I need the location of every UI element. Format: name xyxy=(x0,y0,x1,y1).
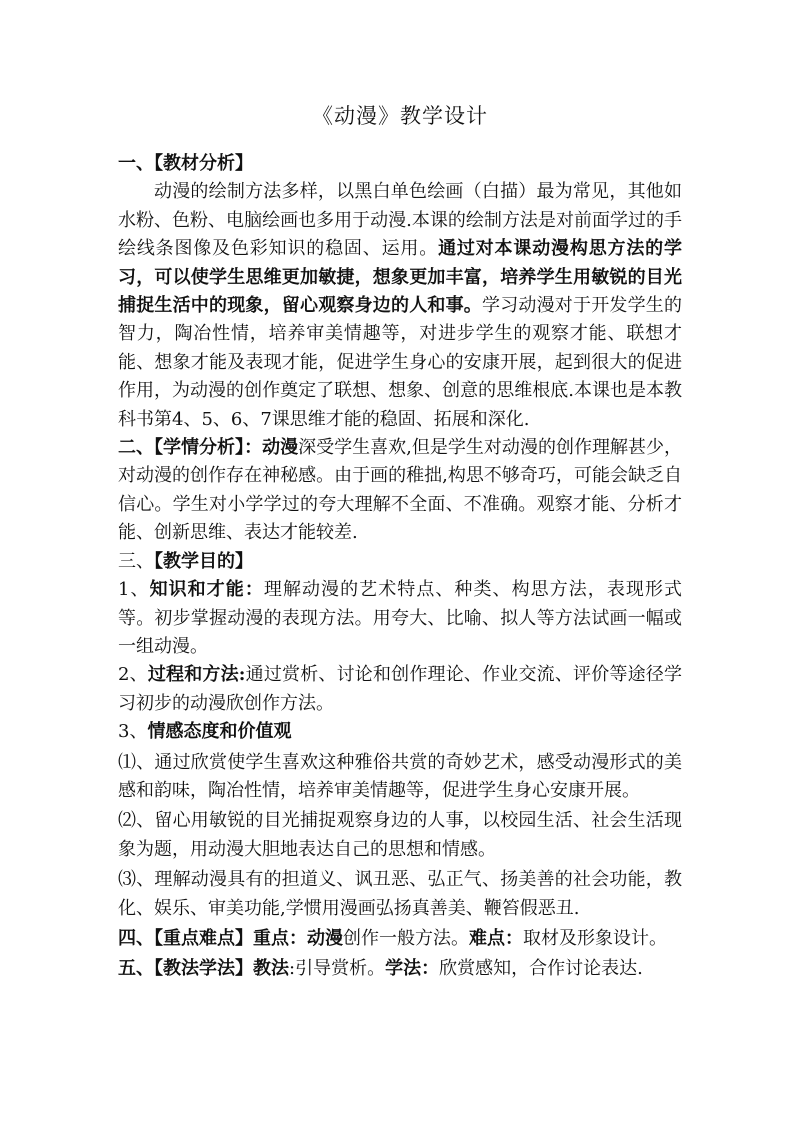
goal-item-process xyxy=(118,661,682,718)
difficult-text: 取材及形象设计。 xyxy=(523,927,667,949)
learning-method-label: 学法： xyxy=(385,958,440,980)
heading-bold: 【教学目的】 xyxy=(154,550,253,572)
goal-number: 3、 xyxy=(118,721,148,743)
section-textbook-analysis-paragraph xyxy=(118,178,682,434)
goal-label: 过程和方法: xyxy=(147,664,246,686)
goal-number: 1、 xyxy=(118,579,150,601)
goal-text: 理解动漫的艺术特点、种类、构思方法，表现形式等。初步掌握动漫的表现方法。用夸大、比喻、拟人等方法试画一幅或一组动漫。 xyxy=(118,579,683,657)
section-learner-analysis xyxy=(118,434,682,548)
goal-label: 情感态度和价值观 xyxy=(147,721,292,743)
teaching-method-label: 教法 xyxy=(253,958,289,980)
goal-subitem-2: ⑵、留心用敏锐的目光捕捉观察身边的人事，以校园生活、社会生活现象为题，用动漫大胆地表达自己的思想和情感。 xyxy=(118,810,682,860)
key-text: 创作一般方法。 xyxy=(343,927,469,949)
section-methods-heading: 五、【教法学法】 xyxy=(118,958,253,980)
section-methods xyxy=(118,955,682,983)
heading-prefix: 三、 xyxy=(118,550,154,572)
goal-item-knowledge xyxy=(118,576,682,661)
teaching-method-text: :引导赏析。 xyxy=(289,958,386,980)
paragraph-text: 动漫的绘制方法多样，以黑白单色绘画（白描）最为常见，其他如水粉、色粉、电脑绘画也多用于动漫.本课的绘制方法是对前面学过的手绘线条图像及色彩知识的稳固、运用。 xyxy=(118,181,682,260)
key-bold: 动漫 xyxy=(307,927,343,949)
goal-text: 通过赏析、讨论和创作理论、作业交流、评价等途径学习初步的动漫欣创作方法。 xyxy=(118,664,683,714)
key-label: 重点： xyxy=(253,927,307,949)
bold-keyword: 动漫 xyxy=(262,437,299,459)
goal-item-emotion xyxy=(118,718,682,746)
difficult-label: 难点： xyxy=(469,927,523,949)
section-key-difficult-points xyxy=(118,925,682,953)
section-learner-analysis-heading: 二、【学情分析】： xyxy=(118,437,263,459)
section-learner-analysis-text: 深受学生喜欢,但是学生对动漫的创作理解甚少，对动漫的创作存在神秘感。由于画的稚拙,构思不够奇巧，可能会缺乏自信心。学生对小学学过的夸大理解不全面、不准确。观察才能、分析才能、创新思维、表达才能较差. xyxy=(118,437,683,544)
goal-number: 2、 xyxy=(118,664,148,686)
goal-label: 知识和才能： xyxy=(149,579,264,601)
section-key-heading: 四、【重点难点】 xyxy=(118,927,253,949)
goal-subitem-3: ⑶、理解动漫具有的担道义、讽丑恶、弘正气、扬美善的社会功能，教化、娱乐、审美功能,学惯用漫画弘扬真善美、鞭笞假恶丑. xyxy=(118,869,682,919)
section-textbook-analysis-heading: 一、【教材分析】 xyxy=(118,153,253,174)
learning-method-text: 欣赏感知，合作讨论表达. xyxy=(439,958,643,980)
document-title: 《动漫》教学设计 xyxy=(312,104,488,128)
document-body xyxy=(118,150,682,984)
paragraph-text-end: 学习动漫对于开发学生的智力，陶冶性情，培养审美情趣等，对进步学生的观察才能、联想才能、想象才能及表现才能，促进学生身心的安康开展，起到很大的促进作用，为动漫的创作奠定了联想、想象、创意的思维根底.本课也是本教科书第4、5、6、7课思维才能的稳固、拓展和深化. xyxy=(118,295,682,430)
paragraph-bold-text: 通过对本课动漫构思方法的学习，可以使学生思维更加敏捷，想象更加丰富，培养学生用敏锐的目光捕捉生活中的现象，留心观察身边的人和事。 xyxy=(118,238,683,317)
goal-subitem-1: ⑴、通过欣赏使学生喜欢这种雅俗共赏的奇妙艺术，感受动漫形式的美感和韵味，陶冶性情，培养审美情趣等，促进学生身心安康开展。 xyxy=(118,751,682,801)
section-teaching-goals-heading xyxy=(118,548,682,576)
